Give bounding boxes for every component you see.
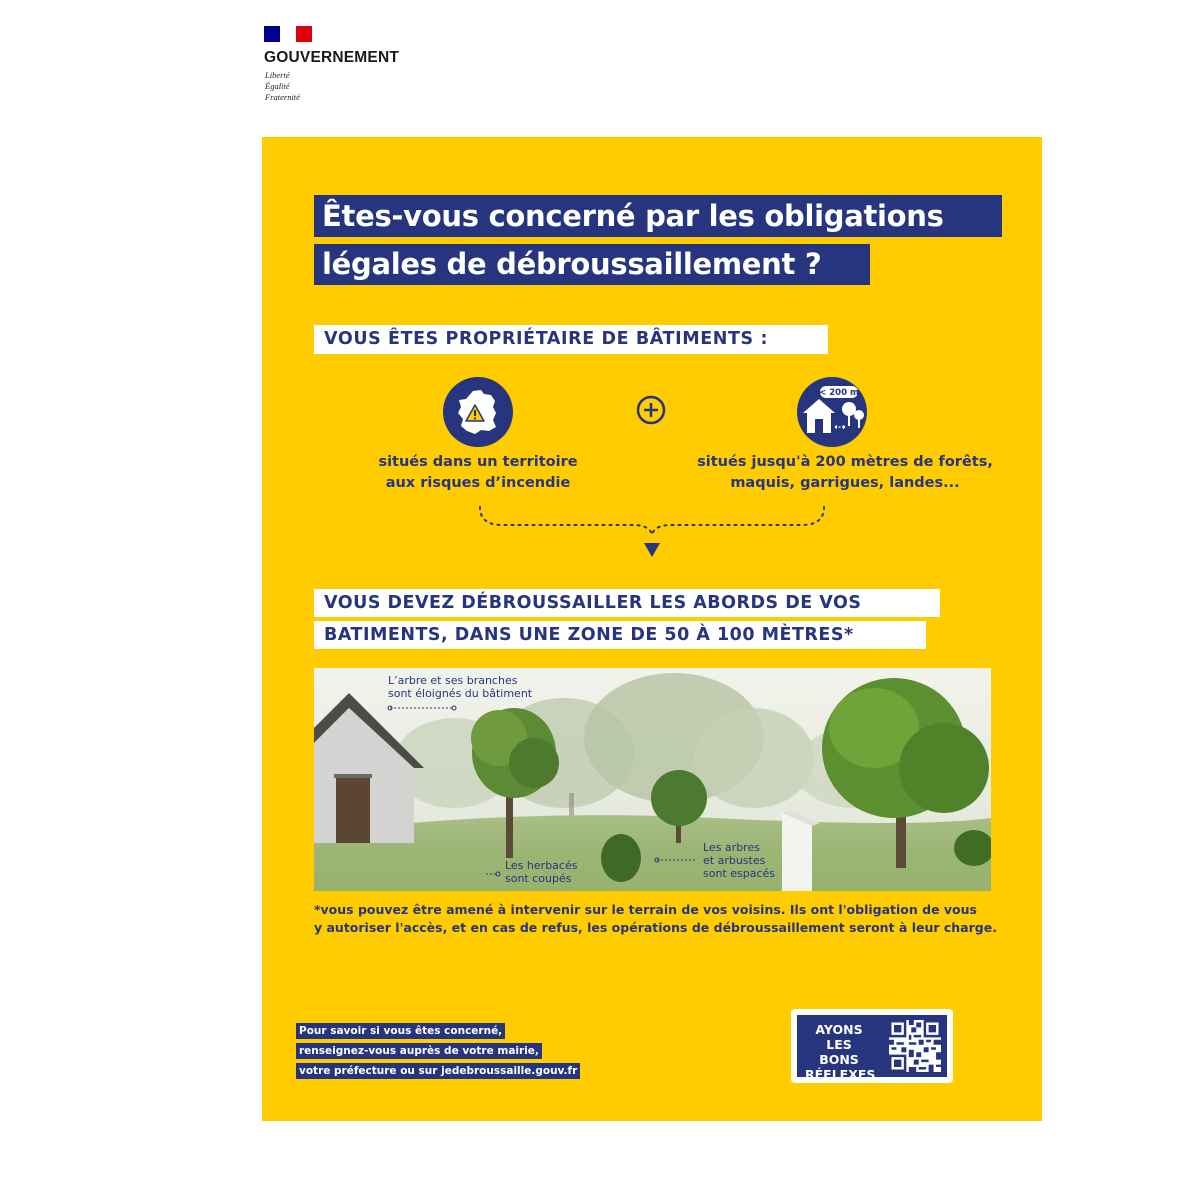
badge-text xyxy=(805,1022,876,1082)
label-line: sont espacés xyxy=(703,867,776,880)
republic-motto xyxy=(265,70,300,103)
badge-line: AYONS xyxy=(815,1022,863,1037)
footnote-line: *vous pouvez être amené à intervenir sur le terrain de vos voisins. Ils ont l'obligation de vous xyxy=(314,902,977,917)
label-line: et arbustes xyxy=(703,854,766,867)
caption-line: situés dans un territoire xyxy=(378,454,578,470)
caption-line: maquis, garrigues, landes... xyxy=(730,475,960,491)
motto-line: Fraternité xyxy=(265,92,300,102)
plus-icon xyxy=(636,395,666,425)
badge-line: LES BONS xyxy=(819,1037,859,1067)
clearing-illustration xyxy=(314,668,991,891)
arrow-down-icon xyxy=(644,543,660,557)
label-line: sont coupés xyxy=(505,872,572,885)
government-title: GOUVERNEMENT xyxy=(264,49,400,66)
obligation-line-2: BATIMENTS, DANS UNE ZONE DE 50 À 100 MÈTRES* xyxy=(314,621,926,649)
fire-risk-caption xyxy=(358,452,598,494)
poster-title-line-2: légales de débroussaillement ? xyxy=(314,244,870,285)
label-line: Les arbres xyxy=(703,841,760,854)
contact-link[interactable]: votre préfecture ou sur jedebroussaille.gouv.fr xyxy=(296,1063,580,1079)
fire-risk-territory-icon xyxy=(443,377,513,447)
owner-subtitle: VOUS ÊTES PROPRIÉTAIRE DE BÂTIMENTS : xyxy=(314,325,828,354)
good-reflexes-badge xyxy=(791,1009,953,1083)
label-line: Les herbacés xyxy=(505,859,578,872)
motto-line: Liberté xyxy=(265,70,290,80)
motto-line: Égalité xyxy=(265,81,290,91)
poster xyxy=(262,137,1042,1121)
french-flag-icon xyxy=(264,26,312,42)
dotted-arrow-connector xyxy=(472,505,832,565)
forest-distance-caption xyxy=(690,452,1000,494)
footnote xyxy=(314,901,1004,937)
contact-info xyxy=(296,1023,580,1079)
herbaceous-label xyxy=(505,859,577,885)
tree-distance-label xyxy=(388,674,532,700)
caption-line: situés jusqu'à 200 mètres de forêts, xyxy=(697,454,993,470)
contact-line: renseignez-vous auprès de votre mairie, xyxy=(296,1043,542,1059)
contact-line: Pour savoir si vous êtes concerné, xyxy=(296,1023,505,1039)
house-near-forest-icon xyxy=(797,377,867,447)
poster-title-line-1: Êtes-vous concerné par les obligations xyxy=(314,195,1002,237)
distance-label: < 200 m xyxy=(819,388,859,398)
qr-code-icon[interactable] xyxy=(889,1020,941,1072)
obligation-line-1: VOUS DEVEZ DÉBROUSSAILLER LES ABORDS DE VOS xyxy=(314,589,940,617)
footnote-line: y autoriser l'accès, et en cas de refus, les opérations de débroussaillement seront à leur charge. xyxy=(314,920,997,935)
caption-line: aux risques d’incendie xyxy=(385,475,571,491)
label-line: sont éloignés du bâtiment xyxy=(388,687,533,700)
badge-line: RÉFLEXES xyxy=(805,1067,876,1082)
label-line: L’arbre et ses branches xyxy=(388,674,518,687)
shrubs-spacing-label xyxy=(703,841,775,880)
